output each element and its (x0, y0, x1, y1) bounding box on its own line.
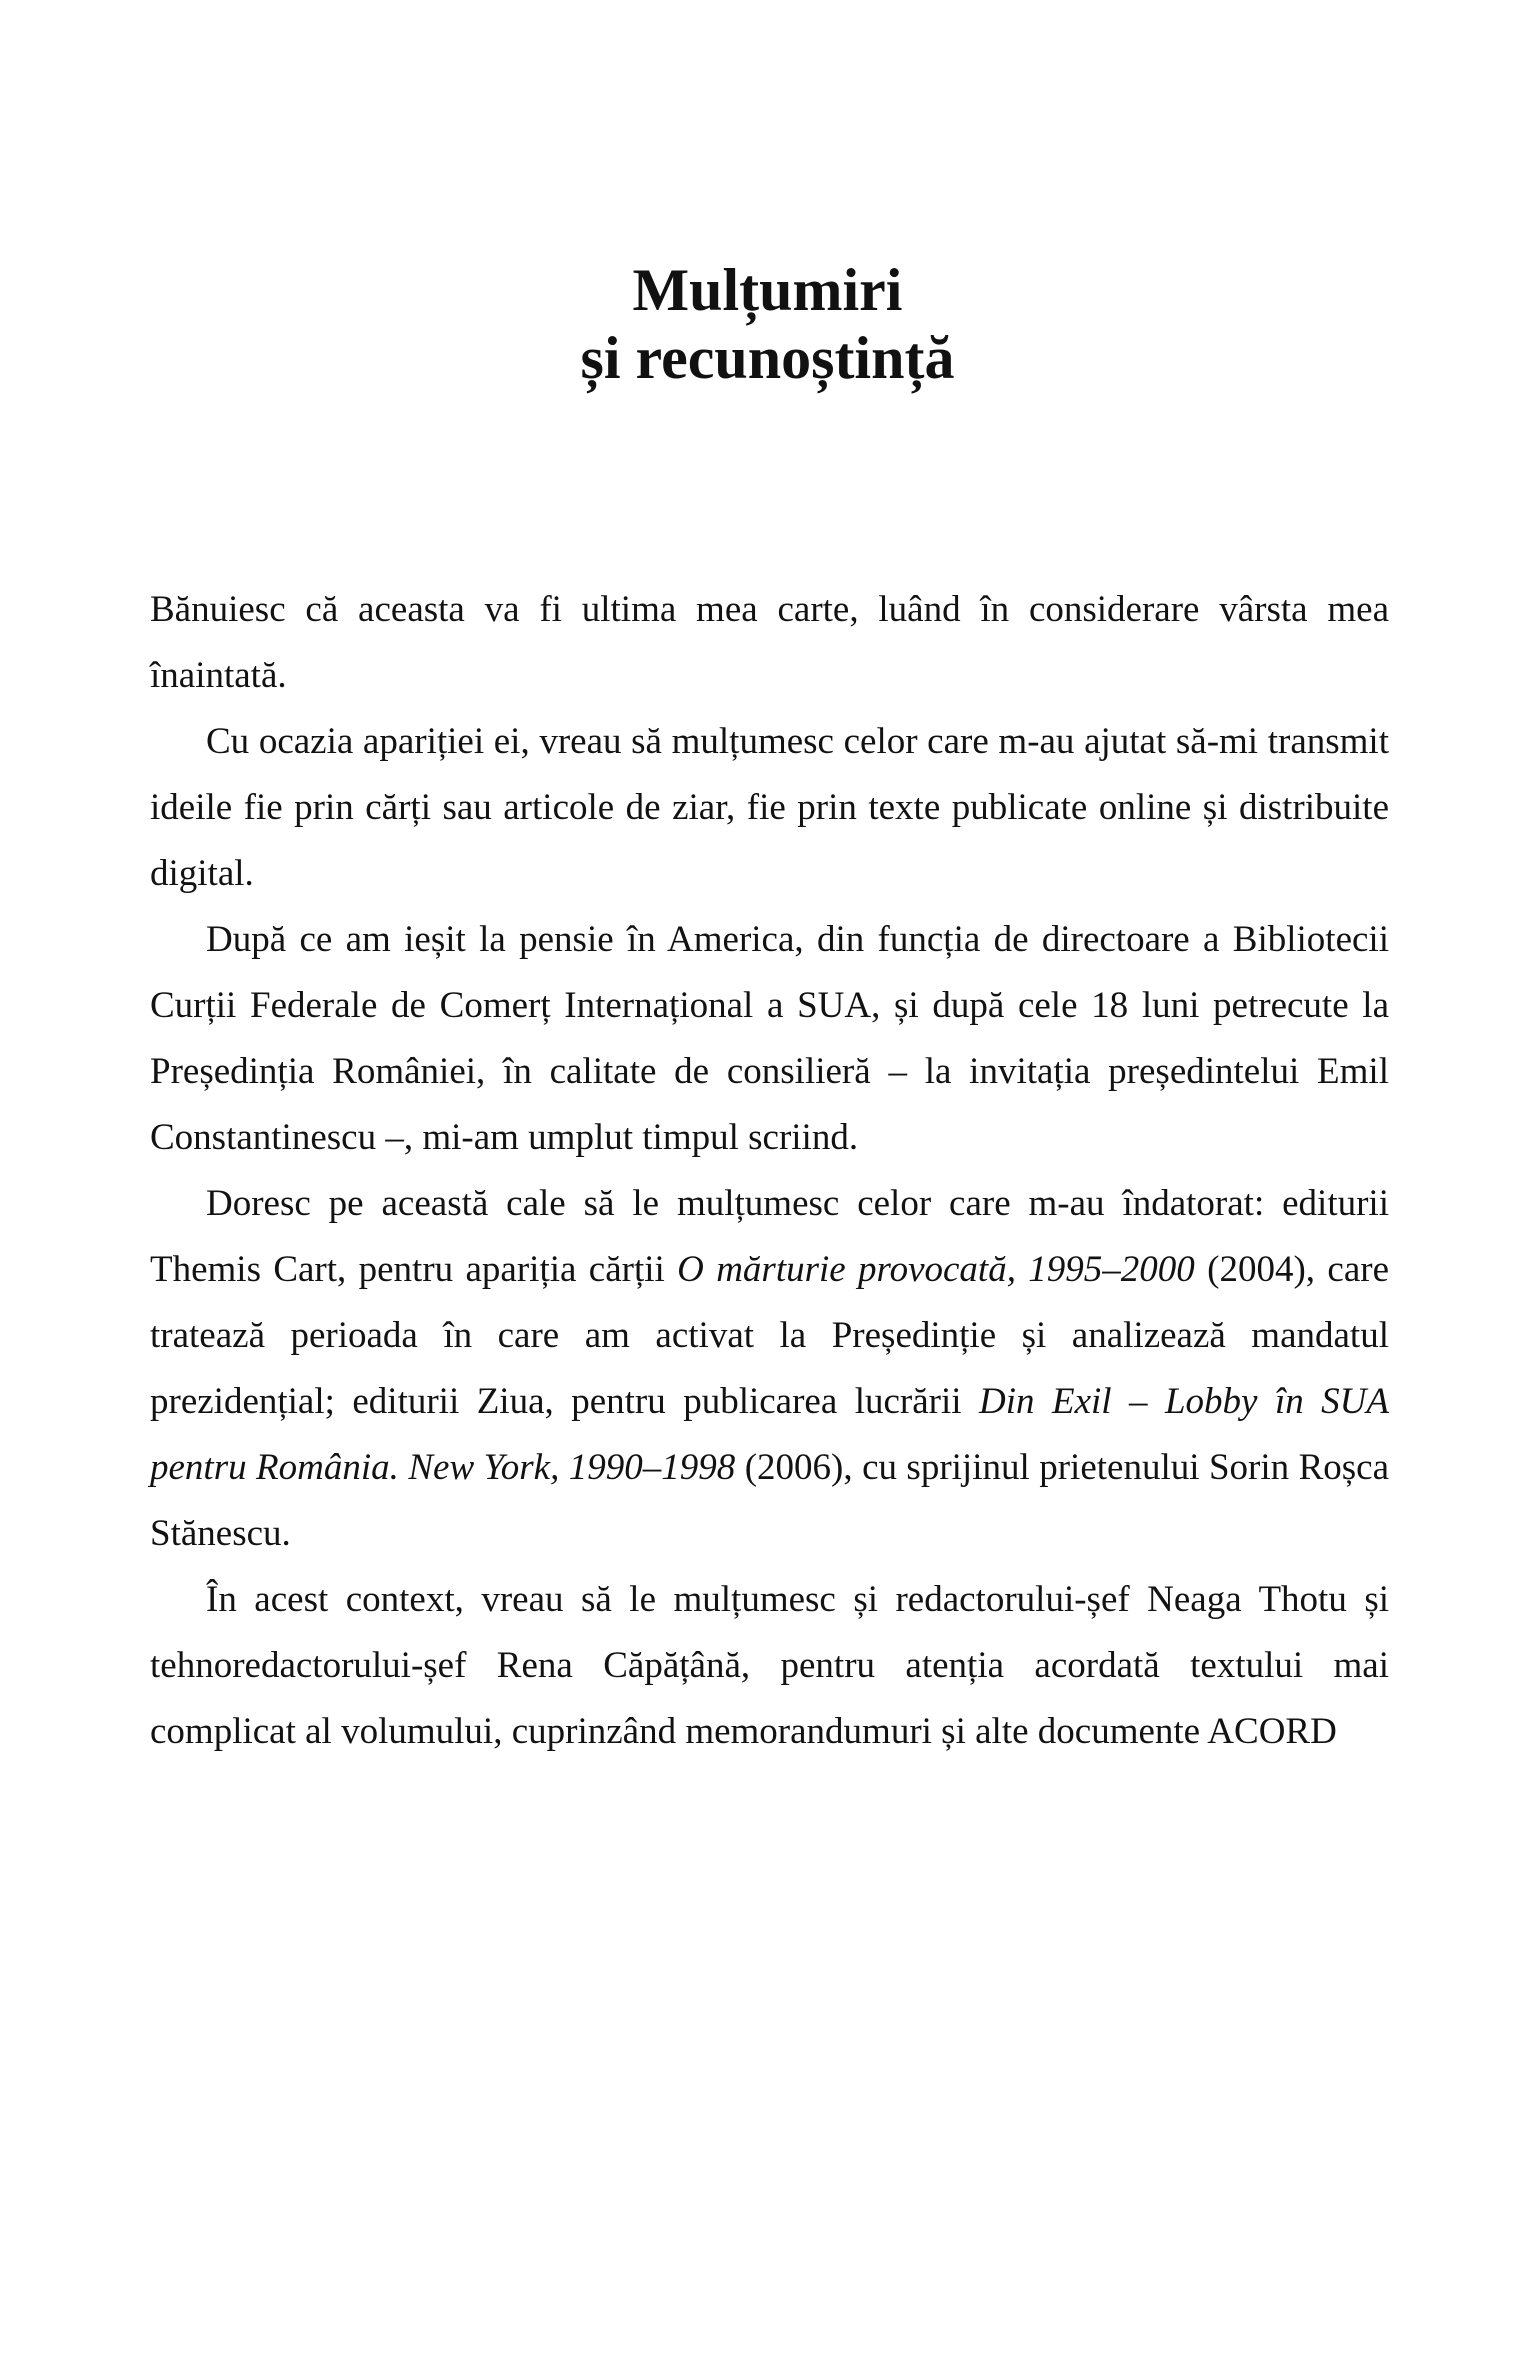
paragraph (150, 709, 1389, 907)
paragraph-text: Cu ocazia apariției ei, vreau să mulțumesc celor care m-au ajutat să-mi transmit ideile fie prin cărți sau articole de ziar, fie prin texte publicate online și distribuite digital. (150, 721, 1389, 894)
paragraph (150, 907, 1389, 1171)
work-title-italic: O mărturie provocată, 1995–2000 (677, 1249, 1195, 1290)
work-title-italic: Din Exil – Lobby în SUA pentru România. New York, 1990–1998 (150, 1381, 1390, 1488)
page-body (150, 577, 1389, 1765)
chapter-title-line-1: Mulțumiri (632, 257, 903, 323)
chapter-title (0, 0, 1535, 392)
paragraph-text: Doresc pe această cale să le mulțumesc celor care m-au îndatorat: editurii Themis Cart, pentru apariția cărții (150, 1183, 1389, 1290)
paragraph-text: În acest context, vreau să le mulțumesc și redactorului-șef Neaga Thotu și tehnoredactorului-șef Rena Căpățână, pentru atenția acordată textului mai complicat al volumului, cuprinzând memorandumuri și alte documente ACORD (150, 1579, 1389, 1752)
chapter-title-line-2: și recunoștință (580, 325, 955, 391)
paragraph (150, 1567, 1389, 1765)
paragraph (150, 1171, 1389, 1567)
paragraph-text: (2006), cu sprijinul prietenului Sorin Roșca Stănescu. (150, 1447, 1390, 1554)
paragraph-text: (2004), care tratează perioada în care am activat la Președinție și analizează mandatul prezidențial; editurii Ziua, pentru publicarea lucrării (150, 1249, 1389, 1422)
paragraph (150, 577, 1389, 709)
paragraph-text: Bănuiesc că aceasta va fi ultima mea carte, luând în considerare vârsta mea înaintată. (150, 589, 1389, 696)
paragraph-text: După ce am ieșit la pensie în America, din funcția de directoare a Bibliotecii Curții Federale de Comerț Internațional a SUA, și după cele 18 luni petrecute la Președinția României, în calitate de consilieră – la invitația președintelui Emil Constantinescu –, mi-am umplut timpul scriind. (150, 919, 1389, 1158)
